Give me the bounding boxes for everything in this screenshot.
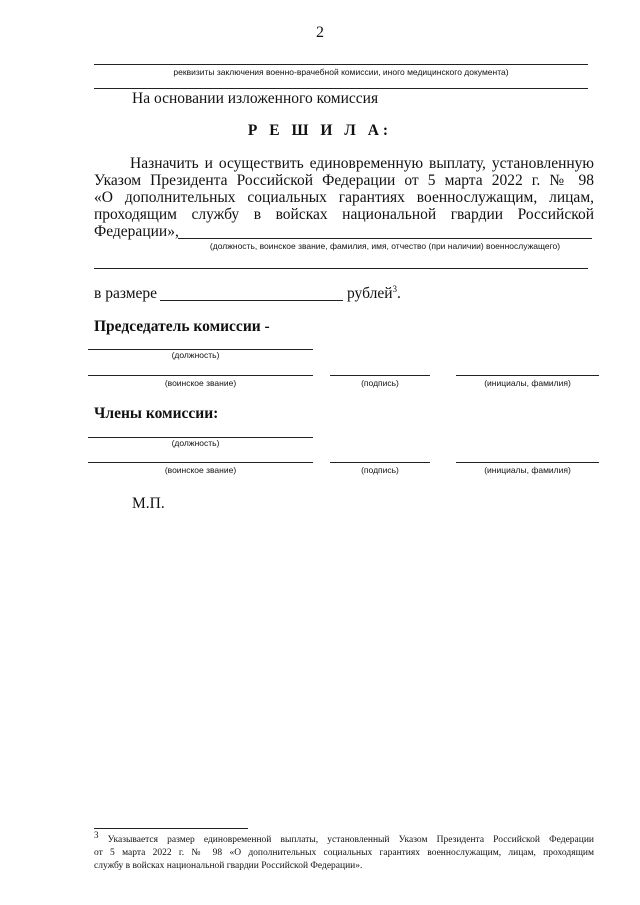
members-name-line[interactable] bbox=[456, 462, 599, 463]
footnote bbox=[94, 829, 595, 873]
members-name-caption: (инициалы, фамилия) bbox=[484, 465, 571, 475]
seal-mark: М.П. bbox=[132, 495, 165, 512]
chairman-position-caption: (должность) bbox=[171, 350, 220, 360]
header-caption: реквизиты заключения военно-врачебной комиссии, иного медицинского документа) bbox=[173, 67, 509, 77]
body-line-1: Назначить и осуществить единовременную выплату, установленную bbox=[130, 155, 594, 172]
footnote-ref: 3 bbox=[392, 283, 398, 294]
person-line[interactable] bbox=[178, 238, 592, 239]
amount-suffix-wrap bbox=[347, 285, 401, 302]
members-label: Члены комиссии: bbox=[94, 405, 219, 422]
footnote-line-1 bbox=[94, 829, 595, 847]
footnote-mark: 3 bbox=[94, 829, 99, 840]
body-line-4: проходящим службу в войсках национальной гвардии Российской bbox=[94, 206, 594, 223]
amount-line[interactable] bbox=[160, 300, 343, 301]
amount-suffix: рублей bbox=[347, 285, 393, 302]
body-line-5: Федерации», bbox=[94, 223, 179, 240]
body-line-2: Указом Президента Российской Федерации от 5 марта 2022 г. № 98 bbox=[94, 172, 594, 189]
amount-period: . bbox=[397, 285, 401, 302]
members-signature-line[interactable] bbox=[330, 462, 430, 463]
chairman-signature-caption: (подпись) bbox=[361, 378, 399, 388]
footnote-line-2: от 5 марта 2022 г. № 98 «О дополнительных социальных гарантиях военнослужащим, лицам, проходящим bbox=[94, 848, 594, 858]
person-line-2[interactable] bbox=[94, 268, 588, 269]
chairman-label: Председатель комиссии - bbox=[94, 318, 270, 335]
footnote-separator bbox=[94, 828, 248, 829]
footnote-line-1-text: Указывается размер единовременной выплаты, установленный Указом Президента Российской Федерации bbox=[107, 835, 595, 845]
chairman-signature-line[interactable] bbox=[330, 375, 430, 376]
page-number: 2 bbox=[316, 24, 324, 41]
members-rank-line[interactable] bbox=[88, 462, 313, 463]
members-rank-caption: (воинское звание) bbox=[164, 465, 237, 475]
chairman-name-caption: (инициалы, фамилия) bbox=[484, 378, 571, 388]
chairman-name-line[interactable] bbox=[456, 375, 599, 376]
footnote-line-3: службу в войсках национальной гвардии Российской Федерации». bbox=[94, 861, 363, 871]
body-line-3: «О дополнительных социальных гарантиях военнослужащим, лицам, bbox=[94, 189, 594, 206]
chairman-rank-line[interactable] bbox=[88, 375, 313, 376]
header-line-top bbox=[94, 64, 588, 65]
decision-heading: Р Е Ш И Л А: bbox=[247, 122, 393, 139]
person-caption: (должность, воинское звание, фамилия, имя, отчество (при наличии) военнослужащего) bbox=[209, 241, 561, 251]
amount-prefix: в размере bbox=[94, 285, 158, 302]
decision-paragraph bbox=[94, 155, 594, 240]
members-signature-caption: (подпись) bbox=[361, 465, 399, 475]
chairman-rank-caption: (воинское звание) bbox=[164, 378, 237, 388]
members-position-caption: (должность) bbox=[171, 438, 220, 448]
intro-text: На основании изложенного комиссия bbox=[132, 90, 379, 107]
header-line-bottom bbox=[94, 88, 588, 89]
